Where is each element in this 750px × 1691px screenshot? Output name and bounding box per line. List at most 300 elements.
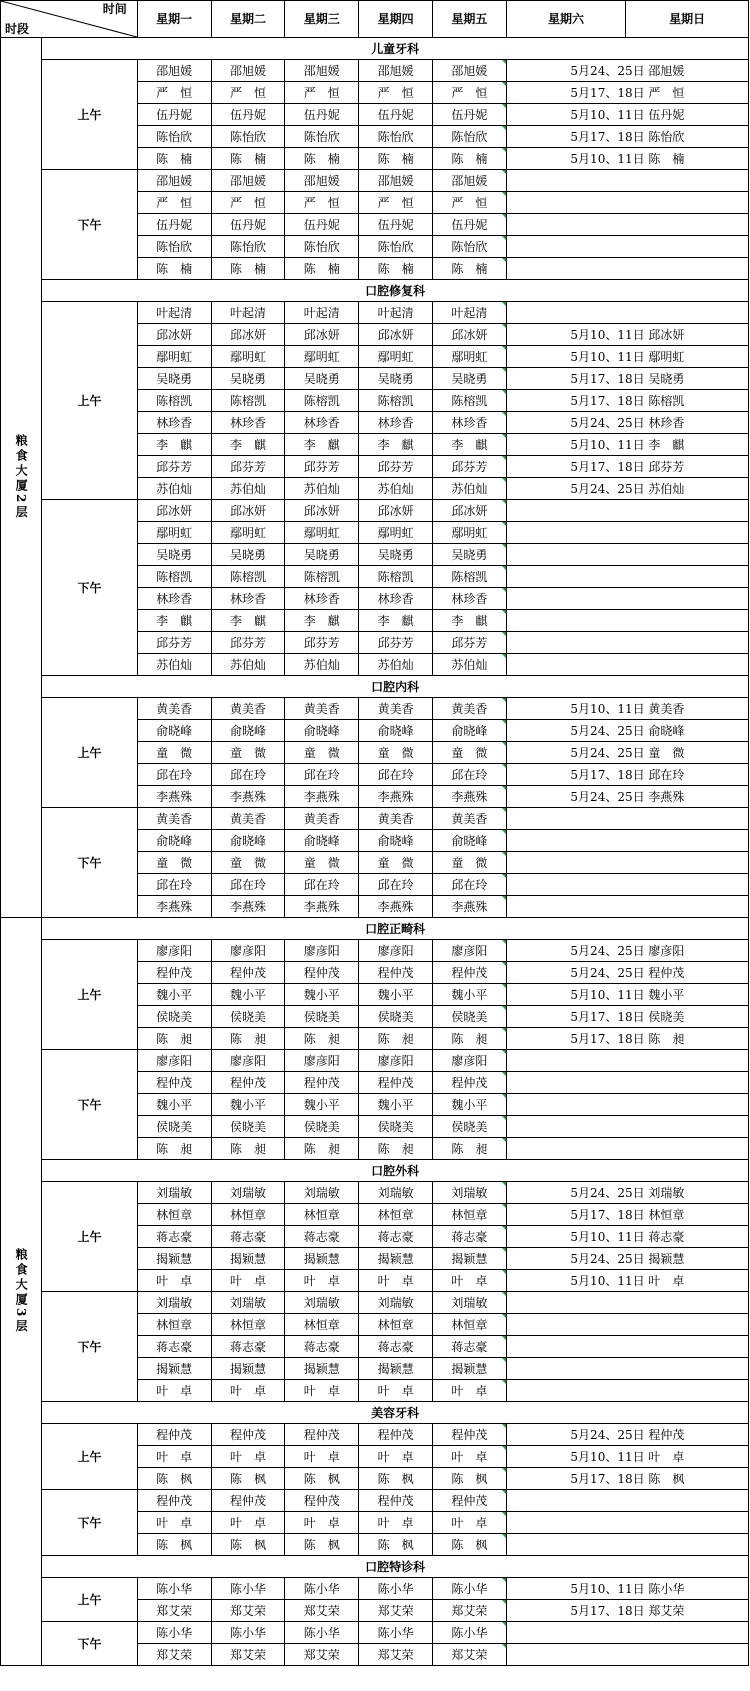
doctor-cell: 李 麒 bbox=[285, 434, 359, 456]
doctor-cell: 程仲茂 bbox=[211, 1424, 285, 1446]
doctor-cell: 陈小华 bbox=[359, 1578, 433, 1600]
doctor-cell: 程仲茂 bbox=[137, 962, 211, 984]
doctor-cell: 林恒章 bbox=[359, 1204, 433, 1226]
weekend-cell: 5月17、18日 侯晓美 bbox=[506, 1006, 748, 1028]
corner-label-period: 时段 bbox=[5, 22, 30, 36]
doctor-cell: 刘瑞敏 bbox=[211, 1182, 285, 1204]
doctor-cell: 邱芬芳 bbox=[359, 632, 433, 654]
doctor-cell: 邱在玲 bbox=[285, 874, 359, 896]
weekend-cell bbox=[506, 1094, 748, 1116]
section-row bbox=[1, 676, 749, 698]
doctor-cell: 童 微 bbox=[211, 852, 285, 874]
doctor-cell: 魏小平 bbox=[137, 1094, 211, 1116]
doctor-cell: 林珍香 bbox=[359, 412, 433, 434]
doctor-cell: 严 恒 bbox=[359, 82, 433, 104]
doctor-cell: 伍丹妮 bbox=[285, 214, 359, 236]
period-label: 上午 bbox=[42, 1578, 138, 1622]
doctor-cell: 陈 枫 bbox=[137, 1534, 211, 1556]
section-row bbox=[1, 1160, 749, 1182]
doctor-cell: 揭颖慧 bbox=[359, 1358, 433, 1380]
weekend-cell: 5月24、25日 揭颖慧 bbox=[506, 1248, 748, 1270]
period-label: 下午 bbox=[42, 808, 138, 918]
doctor-cell: 陈怡欣 bbox=[359, 126, 433, 148]
doctor-cell: 伍丹妮 bbox=[285, 104, 359, 126]
doctor-cell: 邱芬芳 bbox=[433, 456, 507, 478]
doctor-cell: 叶起清 bbox=[137, 302, 211, 324]
doctor-cell: 程仲茂 bbox=[211, 962, 285, 984]
doctor-cell: 邱在玲 bbox=[359, 764, 433, 786]
period-label: 下午 bbox=[42, 1490, 138, 1556]
weekend-cell: 5月10、11日 黄美香 bbox=[506, 698, 748, 720]
doctor-cell: 程仲茂 bbox=[211, 1490, 285, 1512]
doctor-cell: 陈榕凯 bbox=[285, 566, 359, 588]
doctor-cell: 侯晓美 bbox=[359, 1116, 433, 1138]
weekend-cell bbox=[506, 896, 748, 918]
doctor-cell: 黄美香 bbox=[433, 698, 507, 720]
doctor-cell: 蒋志豪 bbox=[359, 1336, 433, 1358]
doctor-cell: 邵旭媛 bbox=[359, 170, 433, 192]
doctor-cell: 叶 卓 bbox=[359, 1270, 433, 1292]
section-title: 口腔内科 bbox=[42, 676, 749, 698]
doctor-cell: 陈小华 bbox=[359, 1622, 433, 1644]
weekend-cell: 5月10、11日 叶 卓 bbox=[506, 1446, 748, 1468]
doctor-cell: 揭颖慧 bbox=[285, 1358, 359, 1380]
doctor-cell: 陈榕凯 bbox=[433, 566, 507, 588]
doctor-cell: 童 微 bbox=[137, 742, 211, 764]
doctor-cell: 魏小平 bbox=[211, 1094, 285, 1116]
doctor-cell: 叶 卓 bbox=[137, 1380, 211, 1402]
doctor-cell: 侯晓美 bbox=[137, 1006, 211, 1028]
doctor-cell: 严 恒 bbox=[359, 192, 433, 214]
weekend-cell bbox=[506, 522, 748, 544]
doctor-cell: 陈榕凯 bbox=[137, 390, 211, 412]
doctor-cell: 陈小华 bbox=[137, 1578, 211, 1600]
doctor-cell: 苏伯灿 bbox=[359, 478, 433, 500]
weekend-cell bbox=[506, 566, 748, 588]
doctor-cell: 廖彦阳 bbox=[433, 940, 507, 962]
doctor-cell: 邱冰妍 bbox=[359, 324, 433, 346]
weekend-cell: 5月24、25日 俞晓峰 bbox=[506, 720, 748, 742]
weekend-cell: 5月10、11日 叶 卓 bbox=[506, 1270, 748, 1292]
doctor-cell: 叶 卓 bbox=[359, 1446, 433, 1468]
weekend-cell: 5月24、25日 程仲茂 bbox=[506, 1424, 748, 1446]
doctor-cell: 廖彦阳 bbox=[211, 940, 285, 962]
table-row bbox=[1, 302, 749, 324]
doctor-cell: 侯晓美 bbox=[433, 1116, 507, 1138]
doctor-cell: 陈 楠 bbox=[359, 148, 433, 170]
doctor-cell: 揭颖慧 bbox=[285, 1248, 359, 1270]
doctor-cell: 邱冰妍 bbox=[137, 324, 211, 346]
doctor-cell: 郑艾荣 bbox=[211, 1600, 285, 1622]
doctor-cell: 陈 枫 bbox=[285, 1534, 359, 1556]
section-row bbox=[1, 1402, 749, 1424]
doctor-cell: 童 微 bbox=[433, 742, 507, 764]
table-row bbox=[1, 1490, 749, 1512]
doctor-cell: 邱芬芳 bbox=[137, 456, 211, 478]
doctor-cell: 邵旭媛 bbox=[359, 60, 433, 82]
doctor-cell: 黄美香 bbox=[285, 808, 359, 830]
weekend-cell: 5月24、25日 童 微 bbox=[506, 742, 748, 764]
doctor-cell: 程仲茂 bbox=[433, 1424, 507, 1446]
doctor-cell: 吴晓勇 bbox=[359, 368, 433, 390]
doctor-cell: 程仲茂 bbox=[285, 962, 359, 984]
doctor-cell: 魏小平 bbox=[359, 1094, 433, 1116]
doctor-cell: 陈小华 bbox=[433, 1622, 507, 1644]
doctor-cell: 蒋志豪 bbox=[137, 1336, 211, 1358]
doctor-cell: 叶 卓 bbox=[285, 1270, 359, 1292]
weekend-cell bbox=[506, 808, 748, 830]
doctor-cell: 叶 卓 bbox=[211, 1446, 285, 1468]
doctor-cell: 邱冰妍 bbox=[285, 324, 359, 346]
doctor-cell: 鄢明虹 bbox=[433, 346, 507, 368]
period-label: 下午 bbox=[42, 1050, 138, 1160]
doctor-cell: 严 恒 bbox=[211, 192, 285, 214]
doctor-cell: 魏小平 bbox=[285, 984, 359, 1006]
period-label: 下午 bbox=[42, 170, 138, 280]
weekend-cell bbox=[506, 192, 748, 214]
doctor-cell: 程仲茂 bbox=[211, 1072, 285, 1094]
doctor-cell: 邱芬芳 bbox=[359, 456, 433, 478]
doctor-cell: 陈榕凯 bbox=[211, 390, 285, 412]
weekend-cell: 5月10、11日 陈 楠 bbox=[506, 148, 748, 170]
doctor-cell: 侯晓美 bbox=[137, 1116, 211, 1138]
doctor-cell: 蒋志豪 bbox=[285, 1336, 359, 1358]
table-row bbox=[1, 808, 749, 830]
doctor-cell: 叶 卓 bbox=[433, 1512, 507, 1534]
weekend-cell bbox=[506, 1050, 748, 1072]
doctor-cell: 刘瑞敏 bbox=[285, 1292, 359, 1314]
section-row bbox=[1, 280, 749, 302]
table-row bbox=[1, 940, 749, 962]
doctor-cell: 苏伯灿 bbox=[359, 654, 433, 676]
table-row bbox=[1, 1424, 749, 1446]
doctor-cell: 揭颖慧 bbox=[211, 1248, 285, 1270]
doctor-cell: 陈怡欣 bbox=[211, 126, 285, 148]
doctor-cell: 蒋志豪 bbox=[359, 1226, 433, 1248]
doctor-cell: 伍丹妮 bbox=[211, 214, 285, 236]
doctor-cell: 李 麒 bbox=[211, 434, 285, 456]
doctor-cell: 郑艾荣 bbox=[285, 1600, 359, 1622]
doctor-cell: 邱芬芳 bbox=[137, 632, 211, 654]
doctor-cell: 林珍香 bbox=[211, 588, 285, 610]
doctor-cell: 陈 楠 bbox=[433, 148, 507, 170]
doctor-cell: 邱冰妍 bbox=[285, 500, 359, 522]
doctor-cell: 苏伯灿 bbox=[211, 478, 285, 500]
doctor-cell: 程仲茂 bbox=[359, 962, 433, 984]
doctor-cell: 童 微 bbox=[285, 742, 359, 764]
doctor-cell: 陈 枫 bbox=[285, 1468, 359, 1490]
doctor-cell: 蒋志豪 bbox=[433, 1226, 507, 1248]
doctor-cell: 刘瑞敏 bbox=[285, 1182, 359, 1204]
doctor-cell: 邱在玲 bbox=[285, 764, 359, 786]
period-label: 上午 bbox=[42, 302, 138, 500]
weekend-cell bbox=[506, 610, 748, 632]
doctor-cell: 李燕殊 bbox=[285, 786, 359, 808]
doctor-cell: 陈 楠 bbox=[433, 258, 507, 280]
period-label: 下午 bbox=[42, 1622, 138, 1666]
doctor-cell: 邱冰妍 bbox=[359, 500, 433, 522]
doctor-cell: 鄢明虹 bbox=[285, 346, 359, 368]
doctor-cell: 黄美香 bbox=[211, 808, 285, 830]
doctor-cell: 林珍香 bbox=[211, 412, 285, 434]
doctor-cell: 陈小华 bbox=[285, 1578, 359, 1600]
doctor-cell: 叶 卓 bbox=[359, 1380, 433, 1402]
doctor-cell: 李燕殊 bbox=[359, 896, 433, 918]
doctor-cell: 程仲茂 bbox=[359, 1072, 433, 1094]
doctor-cell: 林珍香 bbox=[433, 412, 507, 434]
doctor-cell: 程仲茂 bbox=[359, 1490, 433, 1512]
doctor-cell: 苏伯灿 bbox=[285, 654, 359, 676]
period-label: 上午 bbox=[42, 1424, 138, 1490]
doctor-cell: 邵旭媛 bbox=[137, 60, 211, 82]
doctor-cell: 郑艾荣 bbox=[359, 1600, 433, 1622]
weekend-cell bbox=[506, 1138, 748, 1160]
weekend-cell: 5月10、11日 李 麒 bbox=[506, 434, 748, 456]
doctor-cell: 吴晓勇 bbox=[359, 544, 433, 566]
period-label: 上午 bbox=[42, 1182, 138, 1292]
doctor-cell: 黄美香 bbox=[433, 808, 507, 830]
doctor-cell: 李 麒 bbox=[359, 434, 433, 456]
building-label: 粮食大厦2层 bbox=[1, 38, 42, 918]
weekend-cell bbox=[506, 1644, 748, 1666]
doctor-cell: 邵旭媛 bbox=[211, 60, 285, 82]
doctor-cell: 李燕殊 bbox=[211, 786, 285, 808]
doctor-cell: 邵旭媛 bbox=[137, 170, 211, 192]
doctor-cell: 伍丹妮 bbox=[137, 214, 211, 236]
weekend-cell bbox=[506, 258, 748, 280]
doctor-cell: 黄美香 bbox=[285, 698, 359, 720]
doctor-cell: 程仲茂 bbox=[285, 1072, 359, 1094]
doctor-cell: 童 微 bbox=[211, 742, 285, 764]
doctor-cell: 苏伯灿 bbox=[137, 478, 211, 500]
doctor-cell: 俞晓峰 bbox=[359, 830, 433, 852]
weekend-cell: 5月24、25日 苏伯灿 bbox=[506, 478, 748, 500]
doctor-cell: 鄢明虹 bbox=[433, 522, 507, 544]
section-row bbox=[1, 38, 749, 60]
doctor-cell: 林珍香 bbox=[285, 588, 359, 610]
weekend-cell bbox=[506, 1380, 748, 1402]
doctor-cell: 邱冰妍 bbox=[433, 324, 507, 346]
doctor-cell: 黄美香 bbox=[137, 808, 211, 830]
doctor-cell: 林珍香 bbox=[137, 412, 211, 434]
doctor-cell: 林珍香 bbox=[137, 588, 211, 610]
doctor-cell: 陈 昶 bbox=[211, 1028, 285, 1050]
doctor-cell: 林珍香 bbox=[285, 412, 359, 434]
doctor-cell: 吴晓勇 bbox=[137, 544, 211, 566]
doctor-cell: 郑艾荣 bbox=[285, 1644, 359, 1666]
doctor-cell: 魏小平 bbox=[359, 984, 433, 1006]
doctor-cell: 叶 卓 bbox=[359, 1512, 433, 1534]
doctor-cell: 叶 卓 bbox=[433, 1380, 507, 1402]
weekend-cell: 5月24、25日 廖彦阳 bbox=[506, 940, 748, 962]
doctor-cell: 程仲茂 bbox=[137, 1490, 211, 1512]
doctor-cell: 苏伯灿 bbox=[285, 478, 359, 500]
period-label: 上午 bbox=[42, 940, 138, 1050]
doctor-cell: 鄢明虹 bbox=[211, 522, 285, 544]
weekend-cell: 5月17、18日 陈怡欣 bbox=[506, 126, 748, 148]
doctor-cell: 邱冰妍 bbox=[433, 500, 507, 522]
doctor-cell: 刘瑞敏 bbox=[433, 1182, 507, 1204]
doctor-cell: 郑艾荣 bbox=[433, 1600, 507, 1622]
weekend-cell bbox=[506, 588, 748, 610]
weekend-cell bbox=[506, 302, 748, 324]
weekend-cell bbox=[506, 830, 748, 852]
section-title: 口腔正畸科 bbox=[42, 918, 749, 940]
day-header-tue: 星期二 bbox=[211, 1, 285, 38]
doctor-cell: 廖彦阳 bbox=[211, 1050, 285, 1072]
doctor-cell: 陈 昶 bbox=[285, 1138, 359, 1160]
weekend-cell bbox=[506, 170, 748, 192]
doctor-cell: 陈怡欣 bbox=[211, 236, 285, 258]
doctor-cell: 李 麒 bbox=[433, 610, 507, 632]
weekend-cell bbox=[506, 1622, 748, 1644]
doctor-cell: 苏伯灿 bbox=[433, 654, 507, 676]
doctor-cell: 程仲茂 bbox=[433, 1072, 507, 1094]
doctor-cell: 陈榕凯 bbox=[285, 390, 359, 412]
doctor-cell: 叶 卓 bbox=[433, 1270, 507, 1292]
weekend-cell bbox=[506, 1072, 748, 1094]
header-row bbox=[1, 1, 749, 38]
weekend-cell: 5月10、11日 蒋志豪 bbox=[506, 1226, 748, 1248]
doctor-cell: 郑艾荣 bbox=[359, 1644, 433, 1666]
doctor-cell: 童 微 bbox=[285, 852, 359, 874]
doctor-cell: 叶 卓 bbox=[211, 1380, 285, 1402]
weekend-cell: 5月17、18日 郑艾荣 bbox=[506, 1600, 748, 1622]
weekend-cell bbox=[506, 1512, 748, 1534]
doctor-cell: 严 恒 bbox=[211, 82, 285, 104]
doctor-cell: 陈 枫 bbox=[211, 1534, 285, 1556]
doctor-cell: 邱芬芳 bbox=[211, 456, 285, 478]
doctor-cell: 伍丹妮 bbox=[359, 104, 433, 126]
weekend-cell: 5月17、18日 陈榕凯 bbox=[506, 390, 748, 412]
building-label: 粮食大厦3层 bbox=[1, 918, 42, 1666]
doctor-cell: 邵旭媛 bbox=[433, 170, 507, 192]
doctor-cell: 邱冰妍 bbox=[211, 500, 285, 522]
doctor-cell: 陈 枫 bbox=[433, 1534, 507, 1556]
doctor-cell: 俞晓峰 bbox=[285, 720, 359, 742]
doctor-cell: 李燕殊 bbox=[137, 896, 211, 918]
doctor-cell: 叶 卓 bbox=[285, 1512, 359, 1534]
doctor-cell: 叶 卓 bbox=[433, 1446, 507, 1468]
doctor-cell: 刘瑞敏 bbox=[137, 1292, 211, 1314]
doctor-cell: 程仲茂 bbox=[359, 1424, 433, 1446]
doctor-cell: 刘瑞敏 bbox=[137, 1182, 211, 1204]
doctor-cell: 陈 枫 bbox=[137, 1468, 211, 1490]
section-title: 儿童牙科 bbox=[42, 38, 749, 60]
doctor-cell: 陈 楠 bbox=[285, 258, 359, 280]
weekend-cell: 5月17、18日 林恒章 bbox=[506, 1204, 748, 1226]
period-label: 下午 bbox=[42, 1292, 138, 1402]
doctor-cell: 苏伯灿 bbox=[137, 654, 211, 676]
doctor-cell: 刘瑞敏 bbox=[433, 1292, 507, 1314]
doctor-cell: 刘瑞敏 bbox=[359, 1182, 433, 1204]
weekend-cell bbox=[506, 500, 748, 522]
doctor-cell: 林恒章 bbox=[285, 1314, 359, 1336]
doctor-cell: 陈怡欣 bbox=[285, 236, 359, 258]
doctor-cell: 程仲茂 bbox=[433, 962, 507, 984]
weekend-cell bbox=[506, 544, 748, 566]
weekend-cell: 5月17、18日 严 恒 bbox=[506, 82, 748, 104]
doctor-cell: 揭颖慧 bbox=[433, 1248, 507, 1270]
table-row bbox=[1, 1182, 749, 1204]
section-title: 美容牙科 bbox=[42, 1402, 749, 1424]
doctor-cell: 郑艾荣 bbox=[137, 1644, 211, 1666]
doctor-cell: 郑艾荣 bbox=[433, 1644, 507, 1666]
doctor-cell: 林恒章 bbox=[433, 1314, 507, 1336]
doctor-cell: 吴晓勇 bbox=[433, 368, 507, 390]
doctor-cell: 黄美香 bbox=[137, 698, 211, 720]
weekend-cell bbox=[506, 1358, 748, 1380]
table-row bbox=[1, 170, 749, 192]
doctor-cell: 魏小平 bbox=[211, 984, 285, 1006]
doctor-cell: 童 微 bbox=[433, 852, 507, 874]
doctor-cell: 陈 昶 bbox=[433, 1138, 507, 1160]
doctor-cell: 陈 楠 bbox=[211, 258, 285, 280]
weekend-cell: 5月24、25日 程仲茂 bbox=[506, 962, 748, 984]
doctor-cell: 邵旭媛 bbox=[211, 170, 285, 192]
weekend-cell bbox=[506, 852, 748, 874]
doctor-cell: 叶 卓 bbox=[285, 1380, 359, 1402]
doctor-cell: 鄢明虹 bbox=[137, 522, 211, 544]
doctor-cell: 陈怡欣 bbox=[285, 126, 359, 148]
section-title: 口腔外科 bbox=[42, 1160, 749, 1182]
doctor-cell: 蒋志豪 bbox=[285, 1226, 359, 1248]
doctor-cell: 伍丹妮 bbox=[137, 104, 211, 126]
doctor-cell: 李 麒 bbox=[433, 434, 507, 456]
doctor-cell: 李 麒 bbox=[359, 610, 433, 632]
day-header-sun: 星期日 bbox=[626, 1, 749, 38]
doctor-cell: 蒋志豪 bbox=[433, 1336, 507, 1358]
doctor-cell: 廖彦阳 bbox=[359, 1050, 433, 1072]
doctor-cell: 陈怡欣 bbox=[137, 236, 211, 258]
doctor-cell: 吴晓勇 bbox=[137, 368, 211, 390]
weekend-cell bbox=[506, 214, 748, 236]
weekend-cell bbox=[506, 632, 748, 654]
doctor-cell: 魏小平 bbox=[433, 984, 507, 1006]
doctor-cell: 程仲茂 bbox=[433, 1490, 507, 1512]
doctor-cell: 陈小华 bbox=[137, 1622, 211, 1644]
weekend-cell bbox=[506, 1490, 748, 1512]
doctor-cell: 严 恒 bbox=[433, 192, 507, 214]
doctor-cell: 廖彦阳 bbox=[137, 940, 211, 962]
doctor-cell: 童 微 bbox=[359, 742, 433, 764]
doctor-cell: 廖彦阳 bbox=[433, 1050, 507, 1072]
doctor-cell: 陈 昶 bbox=[137, 1028, 211, 1050]
weekend-cell: 5月24、25日 林珍香 bbox=[506, 412, 748, 434]
section-title: 口腔特诊科 bbox=[42, 1556, 749, 1578]
doctor-cell: 邱在玲 bbox=[211, 764, 285, 786]
doctor-cell: 魏小平 bbox=[285, 1094, 359, 1116]
doctor-cell: 程仲茂 bbox=[137, 1072, 211, 1094]
table-row bbox=[1, 1292, 749, 1314]
doctor-cell: 陈榕凯 bbox=[137, 566, 211, 588]
doctor-cell: 陈 昶 bbox=[137, 1138, 211, 1160]
weekend-cell: 5月17、18日 陈 枫 bbox=[506, 1468, 748, 1490]
doctor-cell: 陈 枫 bbox=[359, 1468, 433, 1490]
doctor-cell: 揭颖慧 bbox=[137, 1248, 211, 1270]
section-row bbox=[1, 918, 749, 940]
doctor-cell: 揭颖慧 bbox=[433, 1358, 507, 1380]
doctor-cell: 李 麒 bbox=[137, 434, 211, 456]
weekend-cell: 5月17、18日 邱芬芳 bbox=[506, 456, 748, 478]
doctor-cell: 魏小平 bbox=[137, 984, 211, 1006]
doctor-cell: 俞晓峰 bbox=[285, 830, 359, 852]
doctor-cell: 吴晓勇 bbox=[211, 368, 285, 390]
doctor-cell: 侯晓美 bbox=[285, 1116, 359, 1138]
doctor-cell: 黄美香 bbox=[359, 698, 433, 720]
doctor-cell: 童 微 bbox=[359, 852, 433, 874]
doctor-cell: 李燕殊 bbox=[211, 896, 285, 918]
